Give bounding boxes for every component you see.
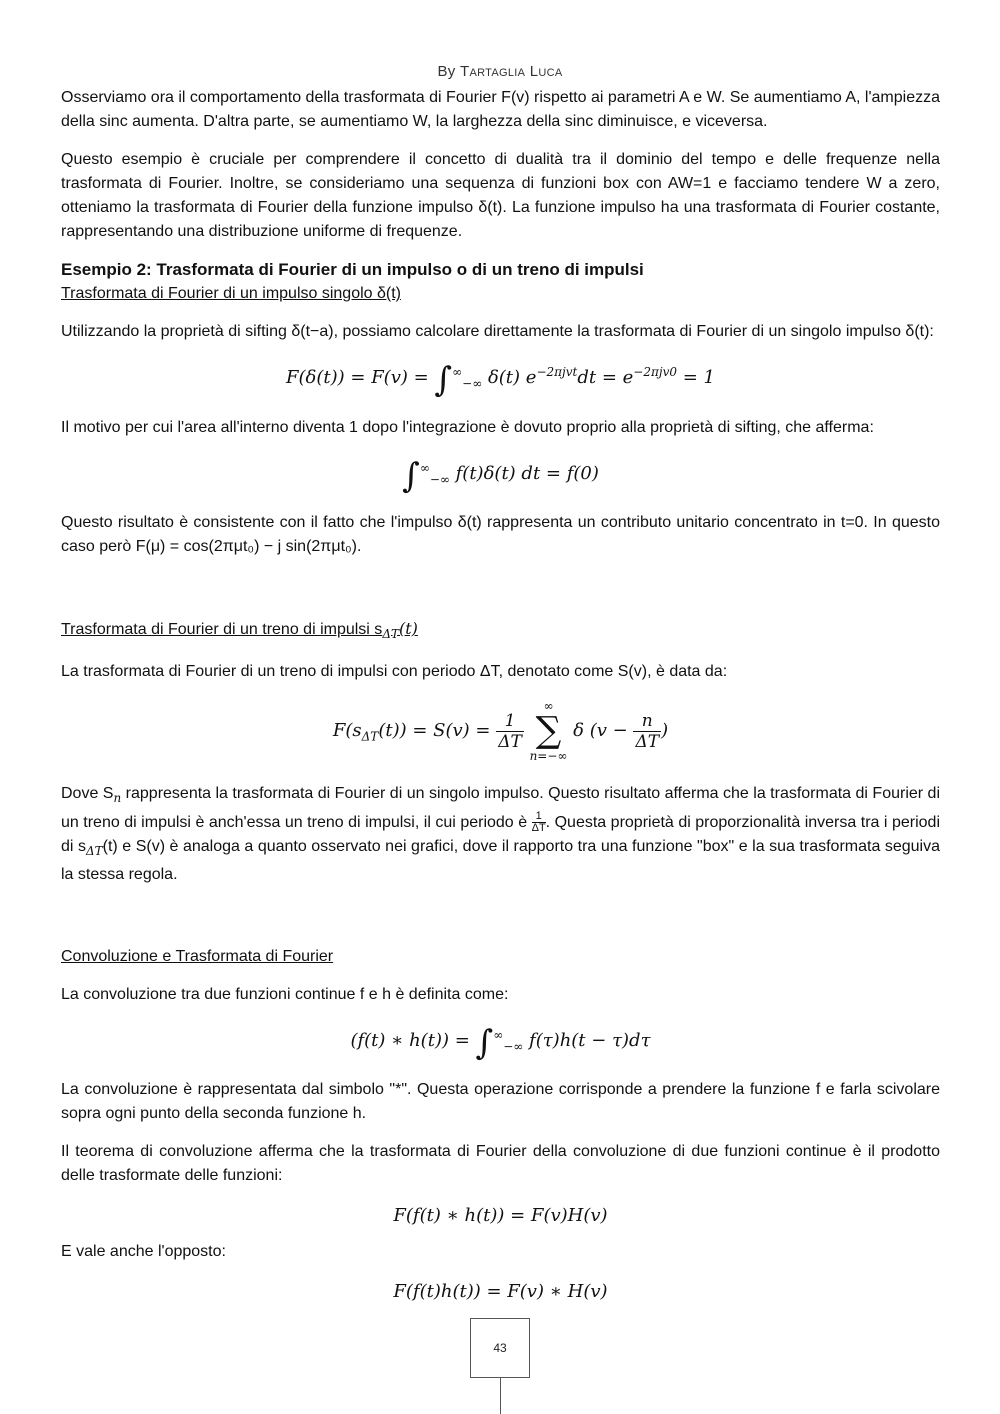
eq3-mid: (t)) = S(v) = — [378, 720, 497, 742]
p7-c: . Questa proprietà di proporzionalità inversa tra i periodi di s — [61, 813, 941, 855]
paragraph-1: Osserviamo ora il comportamento della trasformata di Fourier F(v) rispetto ai parametri A e W. Se aumentiamo A, l'ampiezza della sinc aumenta. D'altra parte, se aumentiamo W, la larghezza della sinc diminuisce, e viceversa. — [61, 89, 940, 130]
p7-b: rappresenta la trasformata di Fourier di un singolo impulso. Questo risultato afferma che la trasformata di Fourier di un treno di impulsi è anch'essa un treno di impulsi, il cui periodo è — [61, 785, 941, 831]
p7-d: (t) e S(v) è analoga a quanto osservato nei grafici, dove il rapporto tra una funzione "box" e la sua trasformata seguiva la stessa regola. — [61, 837, 941, 883]
page-header — [0, 63, 1000, 80]
paragraph-6: La trasformata di Fourier di un treno di impulsi con periodo ΔT, denotato come S(v), è data da: — [61, 663, 728, 681]
sub-treno-text: Trasformata di Fourier di un treno di impulsi s — [61, 621, 383, 639]
page-number-connector — [500, 1377, 501, 1414]
p7-sub: n — [113, 791, 122, 806]
equation-convolution-opposite: F(f(t)h(t)) = F(v) ∗ H(v) — [393, 1281, 608, 1303]
eq4-left: (f(t) ∗ h(t)) = — [350, 1029, 476, 1051]
eq4-body: f(τ)h(t − τ)dτ — [529, 1029, 651, 1051]
header-prefix: By — [437, 63, 461, 80]
paragraph-9: La convoluzione è rappresentata dal simbolo "*". Questa operazione corrisponde a prendere la funzione f e farla scivolare sopra ogni punto della seconda funzione h. — [61, 1081, 940, 1123]
equation-fourier-impulse — [61, 358, 940, 398]
eq1-int-sup: ∞ — [452, 365, 463, 379]
page-number-box — [470, 1318, 530, 1378]
eq1-exp1: −2πjvt — [536, 365, 578, 379]
eq1-left: F(δ(t)) = F(v) = — [286, 367, 435, 388]
paragraph-10: Il teorema di convoluzione afferma che la trasformata di Fourier della convoluzione di due funzioni continue è il prodotto delle trasformate delle funzioni: — [61, 1143, 940, 1185]
frac-den: ΔT — [635, 731, 660, 752]
frac-num: 1 — [496, 711, 524, 732]
subheading-impulso-singolo: Trasformata di Fourier di un impulso singolo δ(t) — [61, 285, 401, 302]
spacer — [61, 573, 940, 617]
sub-treno-end: (t) — [398, 619, 418, 639]
frac-num: n — [633, 711, 661, 732]
frac-num: 1 — [532, 811, 546, 823]
eq2-body: f(t)δ(t) dt = f(0) — [455, 462, 599, 484]
eq4-int-inf: −∞ — [503, 1039, 524, 1054]
integral-sign: ∫ — [434, 360, 453, 400]
frac-den: ΔT — [498, 731, 522, 752]
subheading-convoluzione: Convoluzione e Trasformata di Fourier — [61, 947, 334, 965]
equation-convolution-theorem: F(f(t) ∗ h(t)) = F(v)H(v) — [393, 1205, 608, 1227]
page-content — [61, 86, 940, 1306]
eq3-close: ) — [661, 720, 669, 742]
paragraph-7 — [61, 782, 940, 886]
section-heading-esempio-2: Esempio 2: Trasformata di Fourier di un impulso o di un treno di impulsi — [61, 260, 644, 279]
equation-sifting — [61, 454, 940, 494]
paragraph-5: Questo risultato è consistente con il fatto che l'impulso δ(t) rappresenta un contributo unitario concentrato in t=0. In questo caso però F(μ) = cos(2πμt₀) − j sin(2πμt₀). — [61, 514, 940, 556]
p7-a: Dove S — [61, 785, 114, 803]
paragraph-4: Il motivo per cui l'area all'interno diventa 1 dopo l'integrazione è dovuto proprio alla proprietà di sifting, che afferma: — [61, 418, 874, 436]
paragraph-3: Utilizzando la proprietà di sifting δ(t−a), possiamo calcolare direttamente la trasformata di Fourier di un singolo impulso δ(t): — [61, 323, 934, 340]
sum-bottom: n=−∞ — [529, 749, 568, 764]
header-author: Tartaglia Luca — [460, 63, 563, 80]
p7-sub2: ΔT — [85, 843, 103, 858]
sum-top: ∞ — [543, 699, 554, 714]
paragraph-11: E vale anche l'opposto: — [61, 1243, 226, 1261]
paragraph-8: La convoluzione tra due funzioni continue f e h è definita come: — [61, 985, 509, 1003]
eq1-mid: dt = e — [577, 367, 634, 388]
eq1-int-inf: −∞ — [462, 376, 483, 391]
sum-symbol: ∑ — [535, 710, 562, 752]
eq3-delta: δ (v − — [573, 720, 634, 742]
fraction — [633, 711, 661, 752]
sub-treno-subscript: ΔT — [382, 627, 399, 642]
eq2-int-sup: ∞ — [419, 460, 430, 475]
eq1-right: δ(t) e — [487, 367, 537, 388]
spacer — [61, 901, 940, 945]
eq3-sub: ΔT — [361, 729, 379, 744]
eq4-int-sup: ∞ — [493, 1027, 504, 1042]
eq3-left: F(s — [332, 720, 362, 742]
integral-sign: ∫ — [475, 1022, 494, 1063]
fraction — [496, 711, 524, 752]
page-number: 43 — [493, 1341, 507, 1355]
integral-sign: ∫ — [402, 455, 420, 496]
eq1-end: = 1 — [677, 367, 715, 388]
equation-impulse-train — [61, 698, 940, 764]
frac-den: ΔT — [531, 821, 546, 834]
eq2-int-inf: −∞ — [429, 472, 450, 487]
summation — [530, 698, 568, 764]
equation-convolution — [61, 1021, 940, 1061]
paragraph-2: Questo esempio è cruciale per comprendere il concetto di dualità tra il dominio del tempo e delle frequenze nella trasformata di Fourier. Inoltre, se consideriamo una sequenza di funzioni box con AW=1 e facciamo tendere W a zero, otteniamo la trasformata di Fourier della funzione impulso δ(t). La funzione impulso ha una trasformata di Fourier costante, rappresentando una distribuzione uniforme di frequenze. — [61, 151, 940, 240]
eq1-exp2: −2πjv0 — [633, 365, 677, 379]
inline-fraction — [532, 811, 546, 834]
subheading-treno-impulsi — [61, 617, 940, 646]
